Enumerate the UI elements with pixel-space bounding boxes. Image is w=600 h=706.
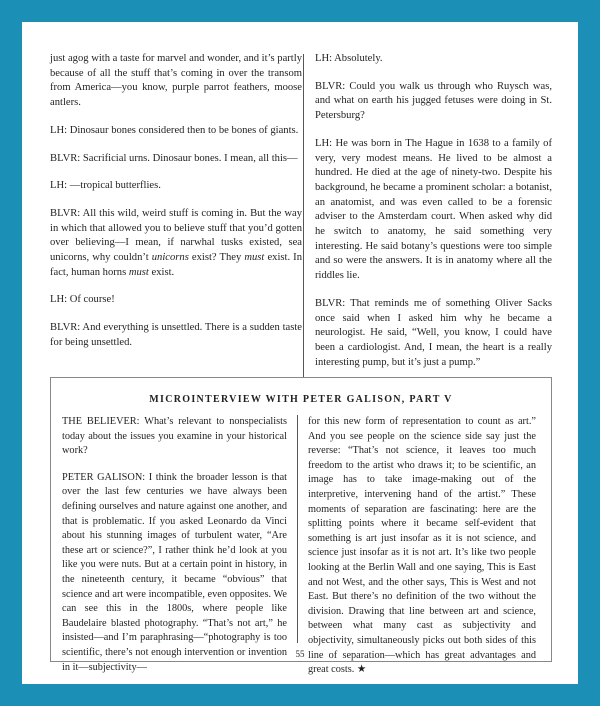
paragraph: BLVR: And everything is unsettled. There is a sudden taste for being unsettled.	[50, 322, 302, 348]
microinterview-box	[50, 377, 552, 676]
emphasis: must	[244, 252, 265, 264]
emphasis: must	[128, 266, 149, 278]
emphasis: unicorns	[151, 252, 189, 264]
paragraph: BLVR: Sacrificial urns. Dinosaur bones. I mean, all this—	[50, 152, 298, 164]
paragraph: LH: Dinosaur bones considered then to be bones of giants.	[50, 124, 299, 136]
paragraph: THE BELIEVER: What’s relevant to nonspecialists today about the issues you examine in your historical work?	[62, 416, 287, 457]
microinterview-left-column	[62, 415, 287, 687]
paragraph: LH: —tropical butterflies.	[50, 180, 161, 192]
paragraph: just agog with a taste for marvel and wonder, and it’s partly because of all the stuff that’s coming in over the transom from America—you know, purple parrot feathers, moose antlers.	[50, 53, 302, 109]
column-divider	[297, 415, 298, 643]
article-right-column	[315, 52, 552, 383]
paragraph: BLVR: All this wild, weird stuff is coming in. But the way in which that allowed you to believe stuff that you’d gotten over believing—I mean, if narwhal tusks existed, sea unicorns, why couldn’t unicorns exist? They must exist. In fact, human horns must exist.	[50, 207, 303, 278]
paragraph: PETER GALISON: I think the broader lesson is that over the last few centuries we have always been defining ourselves and nature against one another, and that is problematic. If you asked Leonardo da Vinci about his stunning images of turbulent water, “Are these art or science?”, I rather think he’d look at you like you were nuts. But at a certain point in history, in the nineteenth century, it became “obvious” that science and art were incompatible, even opposites. We can see this in the 1800s, where people like Baudelaire blasted photography. “That’s not art,” he insisted—and I’m paraphrasing—“photography is too scientific, there’s not enough intervention or invention in it—subjectivity—	[62, 471, 287, 673]
paragraph: BLVR: That reminds me of something Oliver Sacks once said when I asked him why he became a neurologist. He said, “Well, you know, I could have been a cardiologist. And, I mean, the heart is a really interesting pump, but it’s just a pump.”	[315, 297, 552, 368]
magazine-page	[22, 22, 578, 684]
paragraph: LH: Absolutely.	[315, 53, 383, 64]
paragraph: BLVR: Could you walk us through who Ruysch was, and what on earth his jugged fetuses were doing in St. Petersburg?	[315, 80, 552, 122]
column-divider	[303, 54, 304, 378]
microinterview-title: MICROINTERVIEW WITH PETER GALISON, PART V	[149, 394, 453, 405]
paragraph: LH: He was born in The Hague in 1638 to a family of very, very modest means. He lived to be almost a hundred. He died at the age of ninety-two. Despite his background, he became a prominent scholar: a botanist, an anatomist, and was even called to be a forensic adviser to the Amsterdam court. When asked why did he switch to anatomy, he said something very interesting. He said botany’s questions were too simple and so were the answers. It is in anatomy where all the riddles lie.	[315, 137, 552, 282]
paragraph: for this new form of representation to count as art.” And you see people on the science side say just the reverse: “That’s not science, it leaves too much freedom to the artist who draws it; to be scientific, an image has to take image-making out of the interpretive, intervening hand of the artist.” These moments of separation are fascinating: here are the splitting points where it became self-evident that something is art just insofar as it is not science, and science just insofar as it is not art. It’s like two people looking at the Berlin Wall and one saying, This is East and not West, and the other says, This is West and not East. But there’s no definition of the two without the division. Drawing that line between art and science, between what many cast as subjectivity and objectivity, simultaneously picks out both sides of this line of separation—which has great advantages and great costs. ★	[308, 416, 536, 676]
page-number: 55	[295, 649, 305, 659]
paragraph: LH: Of course!	[50, 294, 115, 306]
article-left-column	[50, 52, 302, 364]
